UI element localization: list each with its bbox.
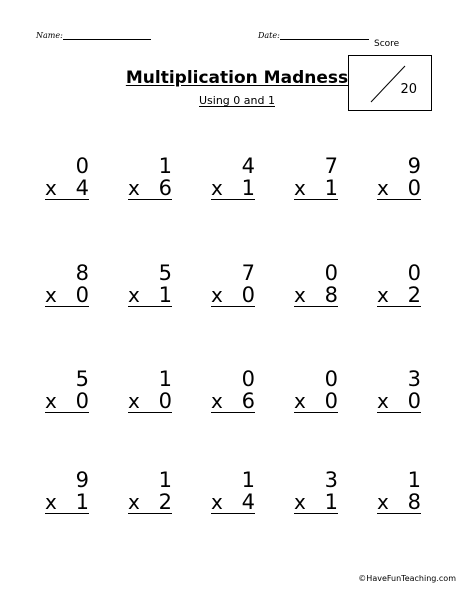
answer-line xyxy=(45,412,89,413)
score-slash-icon xyxy=(349,56,433,112)
times-sign: x xyxy=(211,490,223,514)
times-sign: x xyxy=(294,490,306,514)
answer-line xyxy=(377,306,421,307)
times-sign: x xyxy=(128,176,140,200)
problem-2-2 xyxy=(128,262,172,308)
multiplicand: 5 xyxy=(158,261,172,285)
problem-2-3 xyxy=(211,262,255,308)
times-sign: x xyxy=(128,490,140,514)
multiplier: 0 xyxy=(407,176,421,200)
multiplicand: 1 xyxy=(158,468,172,492)
date-line[interactable] xyxy=(280,30,369,40)
score-total: 20 xyxy=(400,82,417,97)
problem-3-2 xyxy=(128,368,172,414)
multiplier: 0 xyxy=(158,389,172,413)
times-sign: x xyxy=(294,176,306,200)
problem-3-1 xyxy=(45,368,89,414)
multiplier: 0 xyxy=(407,389,421,413)
answer-line xyxy=(294,199,338,200)
answer-line xyxy=(128,306,172,307)
multiplicand: 1 xyxy=(407,468,421,492)
times-sign: x xyxy=(377,389,389,413)
problem-4-3 xyxy=(211,469,255,515)
answer-line xyxy=(294,306,338,307)
answer-line xyxy=(211,412,255,413)
times-sign: x xyxy=(294,389,306,413)
multiplicand: 0 xyxy=(407,261,421,285)
multiplier: 4 xyxy=(75,176,89,200)
multiplier: 1 xyxy=(324,490,338,514)
problem-3-3 xyxy=(211,368,255,414)
worksheet-subtitle: Using 0 and 1 xyxy=(199,94,275,107)
times-sign: x xyxy=(377,176,389,200)
multiplicand: 7 xyxy=(324,154,338,178)
problem-3-4 xyxy=(294,368,338,414)
copyright-footer: ©HaveFunTeaching.com xyxy=(358,574,456,583)
multiplier: 0 xyxy=(75,389,89,413)
problem-1-5 xyxy=(377,155,421,201)
multiplier: 1 xyxy=(75,490,89,514)
name-line[interactable] xyxy=(63,30,151,40)
score-label: Score xyxy=(374,39,400,49)
times-sign: x xyxy=(377,283,389,307)
multiplicand: 5 xyxy=(75,367,89,391)
times-sign: x xyxy=(45,176,57,200)
multiplier: 0 xyxy=(75,283,89,307)
times-sign: x xyxy=(45,389,57,413)
problem-4-4 xyxy=(294,469,338,515)
multiplier: 0 xyxy=(241,283,255,307)
multiplier: 1 xyxy=(324,176,338,200)
multiplier: 1 xyxy=(241,176,255,200)
answer-line xyxy=(128,513,172,514)
multiplicand: 1 xyxy=(158,154,172,178)
answer-line xyxy=(294,412,338,413)
answer-line xyxy=(211,306,255,307)
times-sign: x xyxy=(45,283,57,307)
multiplier: 2 xyxy=(158,490,172,514)
multiplicand: 8 xyxy=(75,261,89,285)
multiplier: 8 xyxy=(324,283,338,307)
date-field[interactable] xyxy=(258,30,369,40)
multiplicand: 9 xyxy=(75,468,89,492)
problem-2-4 xyxy=(294,262,338,308)
multiplicand: 1 xyxy=(241,468,255,492)
multiplicand: 0 xyxy=(241,367,255,391)
answer-line xyxy=(377,513,421,514)
multiplier: 6 xyxy=(241,389,255,413)
problem-1-2 xyxy=(128,155,172,201)
answer-line xyxy=(211,199,255,200)
problem-4-1 xyxy=(45,469,89,515)
multiplier: 6 xyxy=(158,176,172,200)
multiplier: 8 xyxy=(407,490,421,514)
multiplicand: 0 xyxy=(324,261,338,285)
score-box[interactable] xyxy=(348,55,432,111)
name-field[interactable] xyxy=(36,30,151,40)
multiplicand: 1 xyxy=(158,367,172,391)
date-label: Date: xyxy=(258,31,280,40)
problem-4-2 xyxy=(128,469,172,515)
times-sign: x xyxy=(211,389,223,413)
times-sign: x xyxy=(128,283,140,307)
answer-line xyxy=(294,513,338,514)
multiplicand: 9 xyxy=(407,154,421,178)
multiplier: 2 xyxy=(407,283,421,307)
times-sign: x xyxy=(211,283,223,307)
multiplicand: 7 xyxy=(241,261,255,285)
multiplicand: 3 xyxy=(324,468,338,492)
problem-3-5 xyxy=(377,368,421,414)
problem-4-5 xyxy=(377,469,421,515)
multiplicand: 3 xyxy=(407,367,421,391)
multiplier: 1 xyxy=(158,283,172,307)
multiplicand: 4 xyxy=(241,154,255,178)
times-sign: x xyxy=(294,283,306,307)
answer-line xyxy=(128,412,172,413)
problem-1-4 xyxy=(294,155,338,201)
problem-2-5 xyxy=(377,262,421,308)
times-sign: x xyxy=(377,490,389,514)
multiplicand: 0 xyxy=(324,367,338,391)
problem-1-1 xyxy=(45,155,89,201)
answer-line xyxy=(45,306,89,307)
worksheet-title: Multiplication Madness xyxy=(125,68,349,88)
multiplier: 0 xyxy=(324,389,338,413)
answer-line xyxy=(128,199,172,200)
answer-line xyxy=(211,513,255,514)
answer-line xyxy=(377,412,421,413)
times-sign: x xyxy=(128,389,140,413)
answer-line xyxy=(45,513,89,514)
problem-1-3 xyxy=(211,155,255,201)
name-label: Name: xyxy=(36,31,63,40)
times-sign: x xyxy=(45,490,57,514)
times-sign: x xyxy=(211,176,223,200)
multiplicand: 0 xyxy=(75,154,89,178)
answer-line xyxy=(45,199,89,200)
answer-line xyxy=(377,199,421,200)
problem-2-1 xyxy=(45,262,89,308)
multiplier: 4 xyxy=(241,490,255,514)
